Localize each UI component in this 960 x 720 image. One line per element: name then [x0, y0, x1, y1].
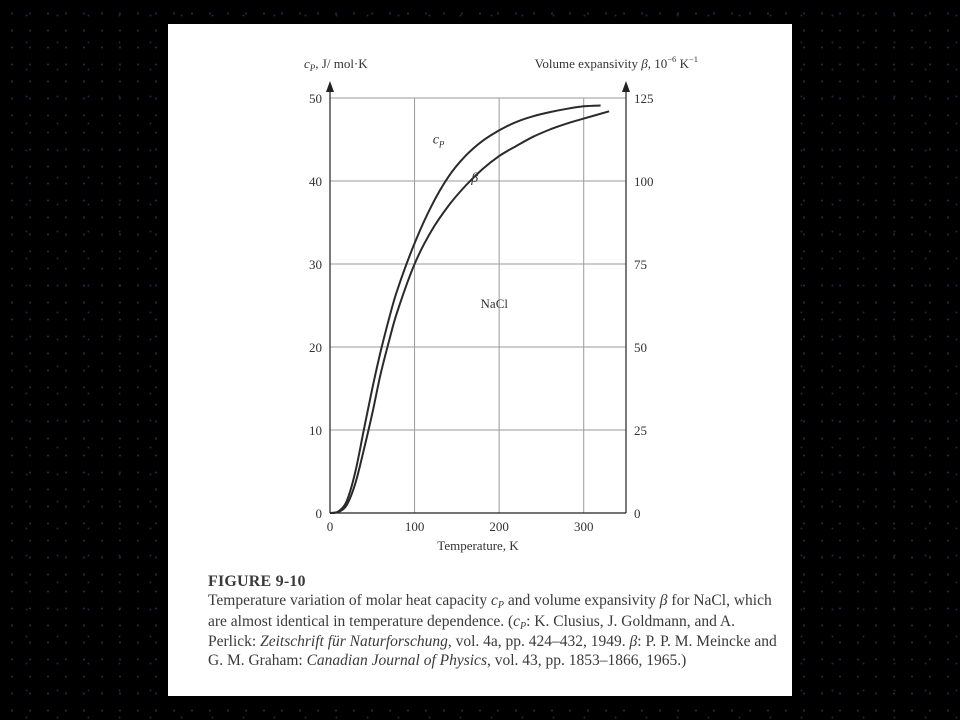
x-tick-label: 100 — [404, 519, 425, 534]
y-axis-arrow-left — [326, 81, 334, 92]
y-axis-label-right: Volume expansivity β, $10^{-6}$ $K^{-1}$ — [534, 54, 698, 71]
figure-page — [168, 24, 792, 696]
caption-fragment: β — [659, 592, 668, 609]
x-axis-label: Temperature, K — [437, 538, 519, 553]
caption-fragment: , vol. 43, pp. 1853–1866, 1965.) — [486, 651, 687, 669]
y-tick-label-left: 0 — [315, 506, 322, 521]
caption-fragment: , vol. 4a, pp. 424–432, 1949. — [447, 633, 630, 650]
series-label-cp: $c_P$ — [432, 132, 445, 150]
caption-fragment: and volume expansivity — [503, 592, 660, 609]
series-cp-line — [330, 106, 601, 514]
y-tick-label-right: 125 — [634, 91, 654, 106]
caption-fragment: : K. Clusius, J. Goldmann, and A. Perlick: — [208, 612, 735, 650]
x-tick-label: 0 — [326, 519, 334, 534]
tick-labels — [309, 91, 654, 534]
series-label-cp-sub: P — [438, 139, 445, 150]
figure-caption — [208, 592, 778, 670]
axes — [326, 81, 630, 513]
annotation-nacl: NaCl — [480, 295, 508, 311]
caption-fragment: P — [497, 600, 504, 611]
y-tick-label-left: 40 — [309, 174, 322, 189]
caption-fragment: for NaCl, which are almost identical in temperature dependence. ( — [208, 592, 772, 630]
y-tick-label-right: 75 — [634, 257, 647, 272]
y-axis-arrow-right — [622, 81, 630, 92]
figure-title: FIGURE 9-10 — [208, 573, 306, 590]
caption-fragment: Zeitschrift für Naturforschung — [260, 633, 448, 650]
y-tick-label-right: 50 — [634, 340, 647, 355]
caption-fragment: c — [513, 612, 521, 630]
series-beta-line — [330, 111, 609, 513]
series-label-beta: β — [471, 171, 479, 186]
y-tick-label-left: 20 — [309, 340, 322, 355]
y-tick-label-right: 100 — [634, 174, 654, 189]
caption-fragment: : P. P. M. Meincke and G. M. Graham: — [208, 633, 777, 669]
caption-fragment: β — [629, 633, 638, 650]
y-tick-label-right: 25 — [634, 423, 647, 438]
caption-fragment: Temperature variation of molar heat capacity — [208, 592, 491, 609]
caption-fragment: Canadian Journal of Physics — [306, 651, 487, 669]
caption-fragment: c — [490, 592, 498, 609]
x-tick-label: 200 — [489, 519, 509, 534]
y-axis-label-left: $c_P$, J/ mol·K — [304, 56, 368, 73]
y-tick-label-left: 10 — [309, 423, 322, 438]
y-tick-label-left: 30 — [309, 257, 322, 272]
chart — [168, 24, 792, 564]
curves — [330, 106, 609, 514]
y-tick-label-left: 50 — [309, 91, 322, 106]
y-tick-label-right: 0 — [634, 506, 641, 521]
caption-fragment: P — [520, 620, 527, 632]
grid — [330, 98, 626, 513]
x-tick-label: 300 — [573, 519, 594, 534]
